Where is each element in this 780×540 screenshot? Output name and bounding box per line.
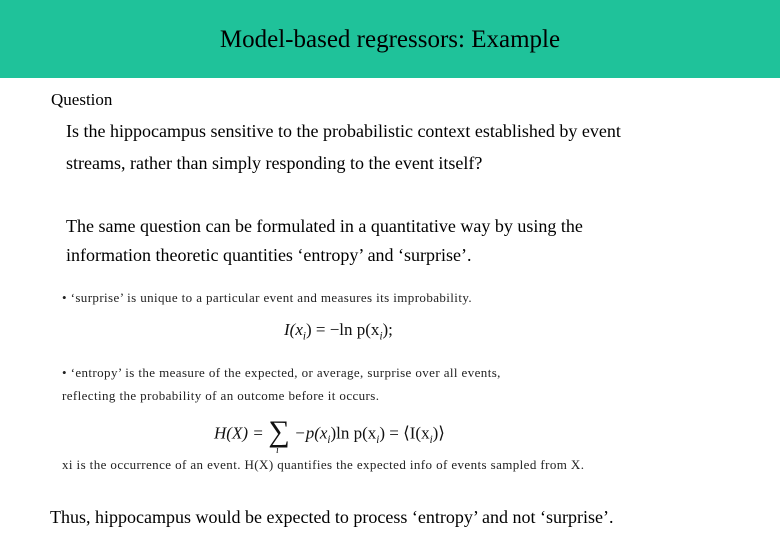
entropy-formula-term-tail: ) = ⟨I(x: [379, 423, 430, 443]
formulation-text-line-1: The same question can be formulated in a quantitative way by using the: [66, 216, 583, 236]
summation-index: i: [275, 445, 279, 456]
entropy-note: xi is the occurrence of an event. H(X) quantifies the expected info of events sampled from X.: [62, 457, 585, 472]
summation-sign: ∑: [268, 415, 290, 448]
entropy-formula-lhs: H(X) =: [214, 423, 264, 443]
title-bar: [0, 0, 780, 78]
surprise-formula-rhs-sub: i: [379, 330, 383, 343]
summation-symbol: [268, 415, 290, 456]
question-text-line-2: streams, rather than simply responding to the event itself?: [66, 153, 483, 173]
surprise-formula-lhs-sub: i: [302, 330, 306, 343]
conclusion-text: Thus, hippocampus would be expected to process ‘entropy’ and not ‘surprise’.: [50, 507, 614, 527]
entropy-formula-term-sub-2: i: [376, 433, 380, 446]
entropy-formula-term-end: )⟩: [432, 423, 445, 443]
surprise-formula-rhs: ) = −ln p(x: [305, 320, 380, 339]
entropy-formula-term-sub: i: [327, 433, 331, 446]
surprise-formula: [284, 318, 393, 348]
slide-title: Model-based regressors: Example: [219, 26, 561, 53]
question-label: Question: [51, 90, 113, 109]
entropy-bullet-line-2: reflecting the probability of an outcome before it occurs.: [62, 388, 380, 403]
entropy-formula-term: −p(x: [294, 423, 328, 443]
surprise-formula-tail: );: [382, 320, 393, 339]
entropy-formula: [214, 415, 445, 456]
entropy-bullet-line-1: • ‘entropy’ is the measure of the expected, or average, surprise over all events,: [62, 365, 501, 380]
formulation-text-line-2: information theoretic quantities ‘entropy’ and ‘surprise’.: [66, 245, 472, 265]
entropy-formula-term-sub-3: i: [429, 433, 433, 446]
entropy-formula-term-mid: )ln p(x: [330, 423, 377, 443]
surprise-formula-lhs: I(x: [284, 320, 303, 339]
surprise-bullet: • ‘surprise’ is unique to a particular event and measures its improbability.: [62, 290, 473, 305]
question-text-line-1: Is the hippocampus sensitive to the probabilistic context established by event: [66, 121, 621, 141]
